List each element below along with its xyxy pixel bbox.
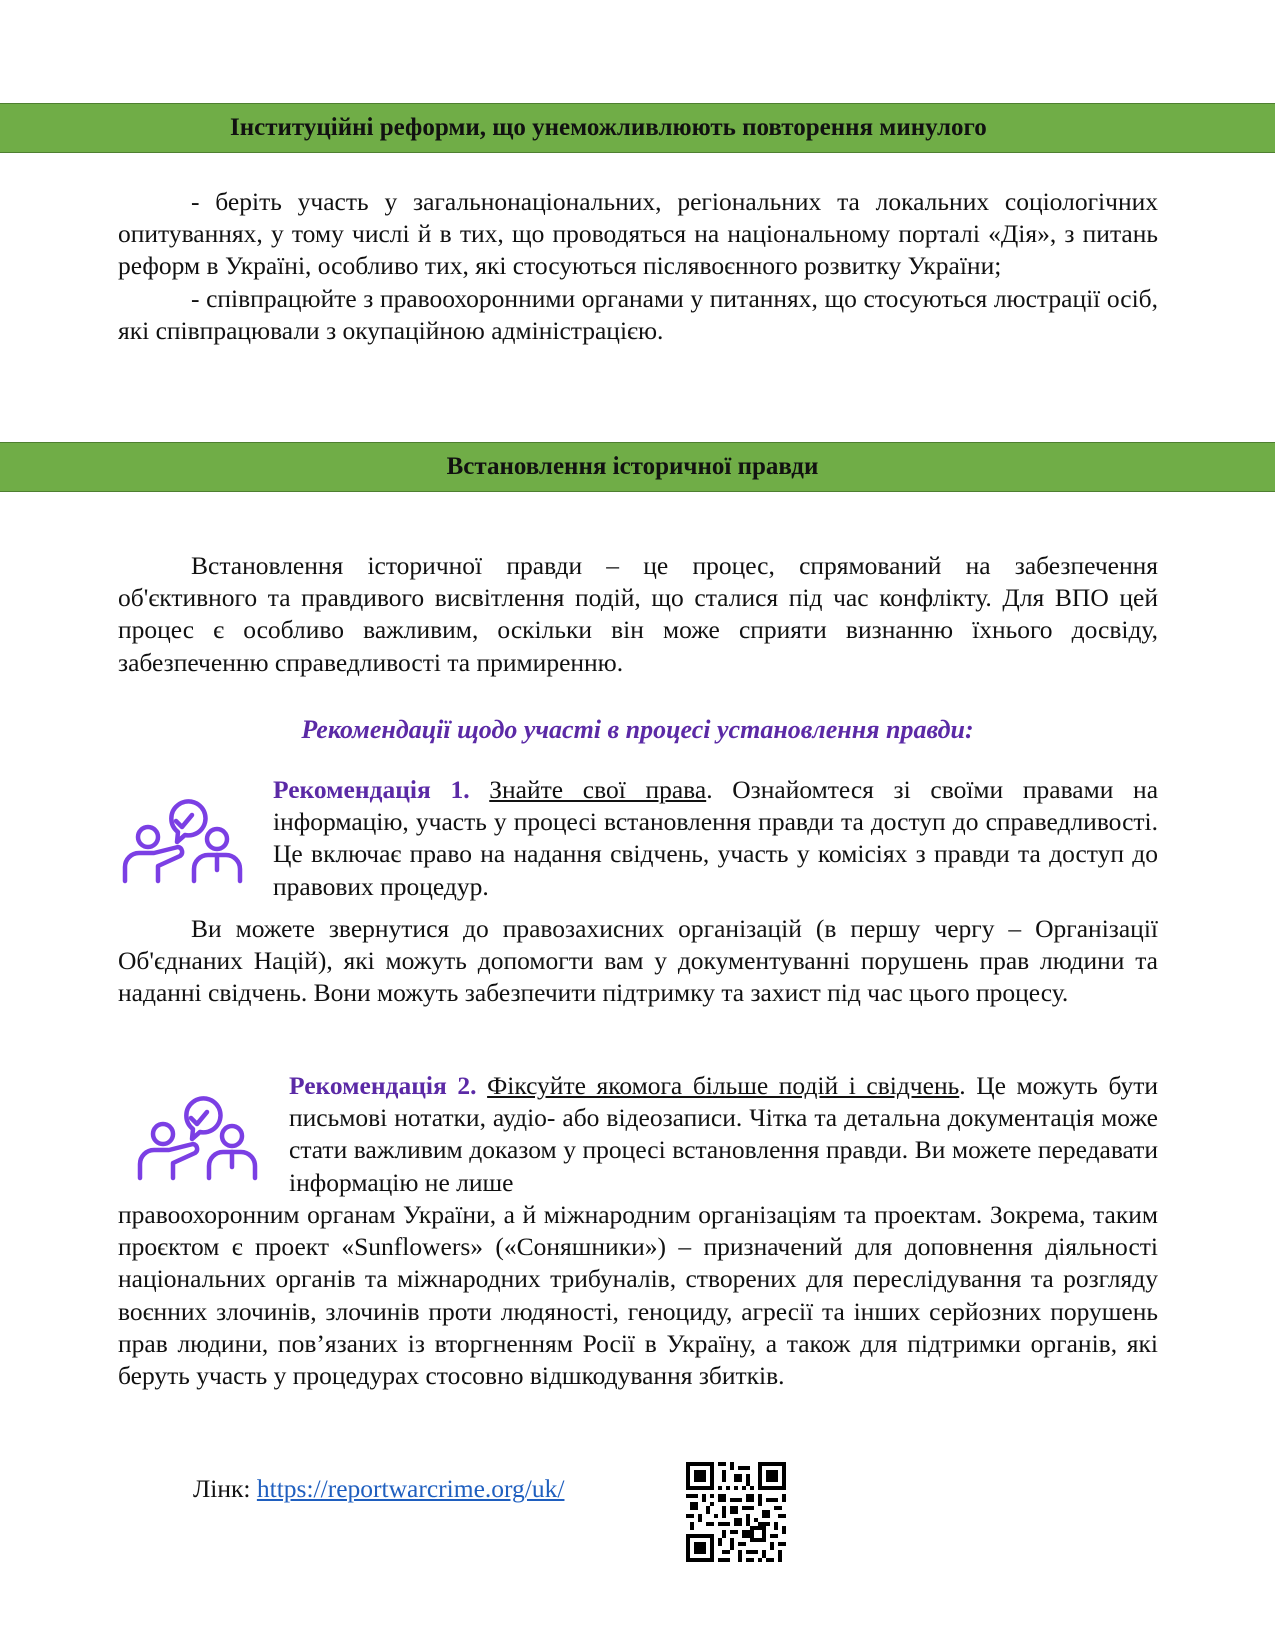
link-label: Лінк:: [193, 1474, 257, 1503]
recommendation-2-body: . Це можуть бути письмові нотатки, аудіо- або відеозаписи. Чітка та детальна документація може стати важливим доказом у процесі встановлення правди. Ви можете передавати інформацію не лише: [289, 1071, 1159, 1197]
people-consultation-check-icon: [118, 795, 248, 887]
people-consultation-check-icon: [133, 1092, 263, 1184]
truth-intro-text: Встановлення історичної правди – це процес, спрямований на забезпечення об'єктивного та правдивого висвітлення подій, що сталися під час конфлікту. Для ВПО цей процес є особливо важливим, оскільки він може сприяти визнанню їхнього досвіду, забезпеченню справедливості та примиренню.: [118, 551, 1158, 677]
recommendation-2-continuation: [118, 1199, 1158, 1392]
section-banner-reforms: [0, 103, 1275, 153]
recommendation-1-body: . Ознайомтеся зі своїми правами на інформацію, участь у процесі встановлення правди та доступ до справедливості. Це включає право на надання свідчень, участь у комісіях з правди та доступ до правових процедур.: [273, 775, 1159, 901]
recommendation-2: [289, 1070, 1158, 1199]
recommendation-1-text: [273, 774, 1158, 903]
section-title-truth: Встановлення історичної правди: [446, 453, 819, 480]
reform-item-surveys: - беріть участь у загальнонаціональних, регіональних та локальних соціологічних опитуваннях, у тому числі й в тих, що проводяться на національному порталі «Дія», з питань реформ в Україні, особливо тих, які стосуються післявоєнного розвитку України;: [118, 187, 1158, 281]
recommendations-subheading: Рекомендації щодо участі в процесі установлення правди:: [301, 715, 974, 744]
recommendation-2-continuation-text: правоохоронним органам України, а й міжнародним організаціям та проектам. Зокрема, таким проєктом є проект «Sunflowers» («Соняшники») – призначений для доповнення діяльності національних органів та міжнародних трибуналів, створених для переслідування та розгляду воєнних злочинів, злочинів проти людяності, геноциду, агресії та інших серйозних порушень прав людини, пов’язаних із вторгненням Росії в Україну, а також для підтримки органів, які беруть участь у процедурах стосовно відшкодування збитків.: [118, 1200, 1158, 1391]
qr-code-icon: [686, 1462, 786, 1562]
recommendation-2-label: Рекомендація 2.: [289, 1071, 477, 1100]
link-line: [193, 1474, 564, 1504]
reforms-recommendations: [118, 186, 1158, 347]
recommendation-2-title: Фіксуйте якомога більше подій і свідчень: [487, 1071, 960, 1100]
reform-item-lustration: - співпрацюйте з правоохоронними органами у питаннях, що стосуються люстрації осіб, які співпрацювали з окупаційною адміністрацією.: [118, 283, 1158, 345]
section-title-reforms: Інституційні реформи, що унеможливлюють повторення минулого: [230, 114, 987, 141]
recommendation-2-text: [289, 1070, 1158, 1199]
recommendation-1-continuation-text: Ви можете звернутися до правозахисних організацій (в першу чергу – Організації Об'єднаних Націй), які можуть допомогти вам у документуванні порушень прав людини та наданні свідчень. Вони можуть забезпечити підтримку та захист під час цього процесу.: [118, 914, 1158, 1008]
recommendation-1-label: Рекомендація 1.: [273, 775, 470, 804]
report-war-crime-link[interactable]: https://reportwarcrime.org/uk/: [256, 1474, 565, 1503]
truth-intro: [118, 550, 1158, 679]
section-banner-truth: [0, 442, 1275, 492]
recommendation-1-title: Знайте свої права: [489, 775, 707, 804]
recommendation-1: [273, 774, 1158, 903]
recommendation-1-continuation: [118, 913, 1158, 1010]
